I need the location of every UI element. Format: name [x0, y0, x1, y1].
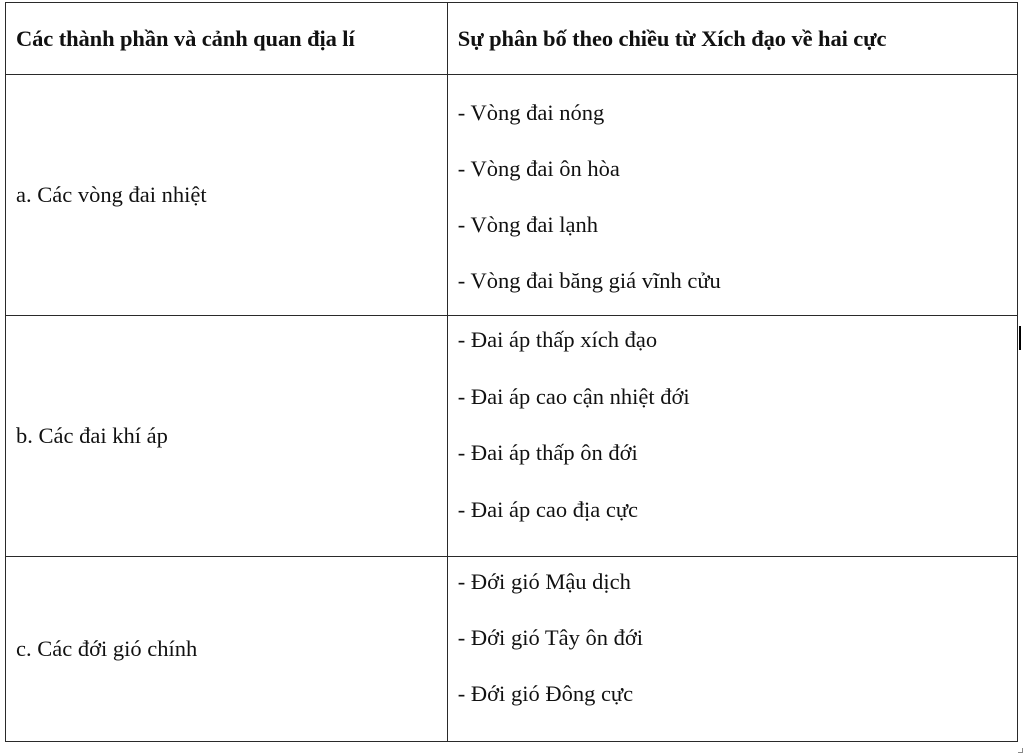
category-wind-zones[interactable]: c. Các đới gió chính	[6, 557, 448, 742]
table-header-row	[6, 3, 1018, 75]
list-item: - Vòng đai lạnh	[457, 212, 598, 237]
table-row	[6, 557, 1018, 742]
list-item: - Đới gió Mậu dịch	[457, 569, 631, 594]
list-item: - Đai áp thấp xích đạo	[457, 327, 658, 353]
header-components: Các thành phần và cảnh quan địa lí	[6, 3, 448, 75]
list-item: - Vòng đai nóng	[457, 100, 605, 125]
list-item: - Vòng đai băng giá vĩnh cửu	[457, 268, 721, 293]
list-item: - Đới gió Đông cực	[457, 681, 634, 706]
list-item: - Đai áp thấp ôn đới	[457, 440, 638, 466]
distribution-list	[458, 326, 1017, 546]
resize-handle-icon[interactable]	[1018, 748, 1023, 753]
distribution-cell[interactable]	[447, 316, 1017, 557]
geography-table	[5, 2, 1018, 742]
list-item: - Đai áp cao cận nhiệt đới	[457, 383, 690, 409]
table-row	[6, 75, 1018, 316]
distribution-list	[458, 87, 1017, 303]
distribution-cell[interactable]	[447, 557, 1017, 742]
header-distribution: Sự phân bố theo chiều từ Xích đạo về hai cực	[447, 3, 1017, 75]
list-item: - Đai áp cao địa cực	[457, 496, 639, 522]
list-item: - Vòng đai ôn hòa	[457, 156, 620, 181]
text-cursor	[1019, 326, 1021, 350]
distribution-list	[458, 566, 1017, 732]
distribution-cell[interactable]	[447, 75, 1017, 316]
list-item: - Đới gió Tây ôn đới	[457, 625, 644, 650]
category-pressure-belts[interactable]: b. Các đai khí áp	[6, 316, 448, 557]
category-heat-belts[interactable]: a. Các vòng đai nhiệt	[6, 75, 448, 316]
table-row	[6, 316, 1018, 557]
